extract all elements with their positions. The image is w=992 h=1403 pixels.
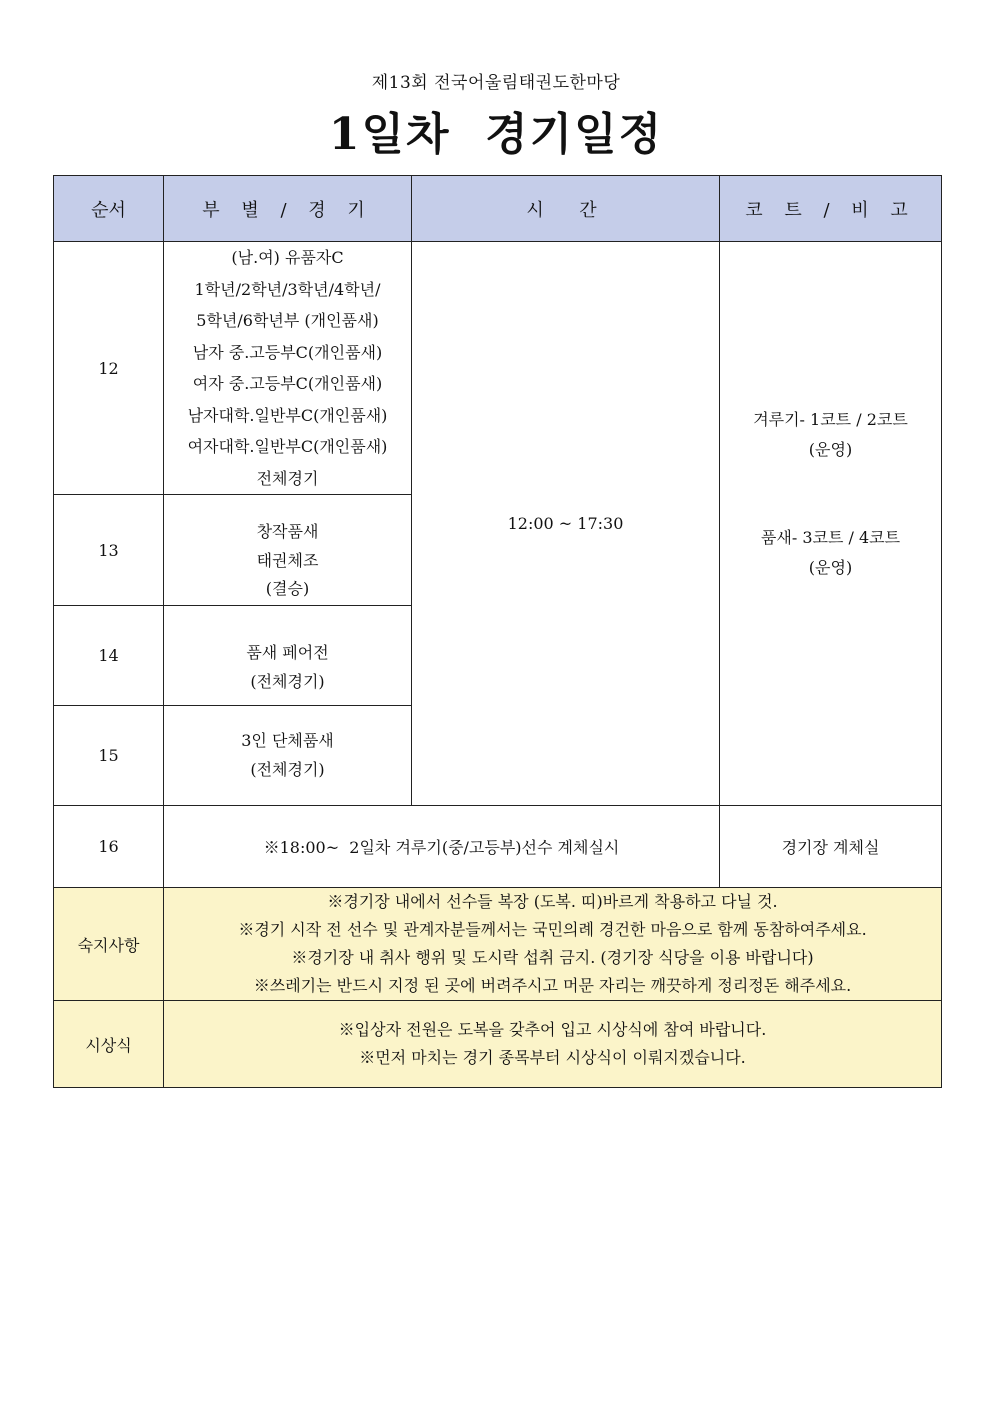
ceremony-label: 시상식 [54, 1001, 164, 1088]
event-line: (남.여) 유품자C [231, 248, 344, 267]
court-cell [720, 242, 942, 806]
order-cell: 16 [54, 806, 164, 888]
event-line: 남자대학.일반부C(개인품새) [187, 405, 388, 425]
notices-row [54, 888, 942, 1001]
weigh-in-cell: ※18:00~ 2일차 겨루기(중/고등부)선수 계체실시 [164, 806, 720, 888]
event-line: 품새 페어전 [246, 643, 329, 662]
event-line: (결승) [265, 579, 310, 599]
ceremony-cell [164, 1001, 942, 1088]
court-line: (운영) [808, 439, 853, 459]
event-line: 창작품새 [256, 522, 319, 542]
header-court: 코 트 / 비 고 [720, 176, 942, 242]
header-order: 순서 [54, 176, 164, 242]
header-time: 시 간 [412, 176, 720, 242]
event-line: 남자 중.고등부C(개인품새) [192, 342, 383, 362]
time-cell: 12:00 ~ 17:30 [412, 242, 720, 806]
event-line: 3인 단체품새 [241, 731, 334, 750]
notice-line: ※경기장 내 취사 행위 및 도시락 섭취 금지. (경기장 식당을 이용 바랍니다) [291, 948, 814, 967]
court-line: 겨루기- 1코트 / 2코트 [753, 409, 908, 429]
ceremony-row [54, 1001, 942, 1088]
event-line: 여자대학.일반부C(개인품새) [187, 437, 388, 456]
event-cell [164, 495, 412, 606]
notices-cell [164, 888, 942, 1001]
order-cell: 14 [54, 606, 164, 706]
notice-line: ※경기장 내에서 선수들 복장 (도복. 띠)바르게 착용하고 다닐 것. [327, 892, 778, 911]
event-line: (전체경기) [250, 759, 325, 779]
notice-line: ※경기 시작 전 선수 및 관계자분들께서는 국민의례 경건한 마음으로 함께 동참하여주세요. [238, 920, 867, 939]
court-line: 품새- 3코트 / 4코트 [760, 527, 901, 547]
event-line: 여자 중.고등부C(개인품새) [192, 374, 383, 393]
event-cell [164, 606, 412, 706]
notice-line: ※쓰레기는 반드시 지정 된 곳에 버려주시고 머문 자리는 깨끗하게 정리정돈 해주세요. [253, 976, 852, 995]
table-row [54, 806, 942, 888]
page-title: 1일차 경기일정 [328, 109, 664, 160]
ceremony-line: ※먼저 마치는 경기 종목부터 시상식이 이뤄지겠습니다. [359, 1048, 746, 1067]
event-line: 5학년/6학년부 (개인품새) [196, 311, 379, 330]
event-line: 태권체조 [256, 550, 319, 570]
schedule-table [53, 175, 942, 1088]
event-line: (전체경기) [250, 671, 325, 691]
court-line: (운영) [808, 557, 853, 577]
order-cell: 15 [54, 706, 164, 806]
ceremony-line: ※입상자 전원은 도복을 갖추어 입고 시상식에 참여 바랍니다. [338, 1020, 767, 1039]
notices-label: 숙지사항 [54, 888, 164, 1001]
header-row [54, 176, 942, 242]
event-line: 전체경기 [256, 468, 319, 488]
event-cell [164, 706, 412, 806]
table-row [54, 242, 942, 495]
order-cell: 13 [54, 495, 164, 606]
event-subtitle: 제13회 전국어울림태권도한마당 [371, 73, 621, 93]
event-cell [164, 242, 412, 495]
header-event: 부 별 / 경 기 [164, 176, 412, 242]
weigh-in-location: 경기장 계체실 [720, 806, 942, 888]
order-cell: 12 [54, 242, 164, 495]
event-line: 1학년/2학년/3학년/4학년/ [194, 279, 381, 299]
